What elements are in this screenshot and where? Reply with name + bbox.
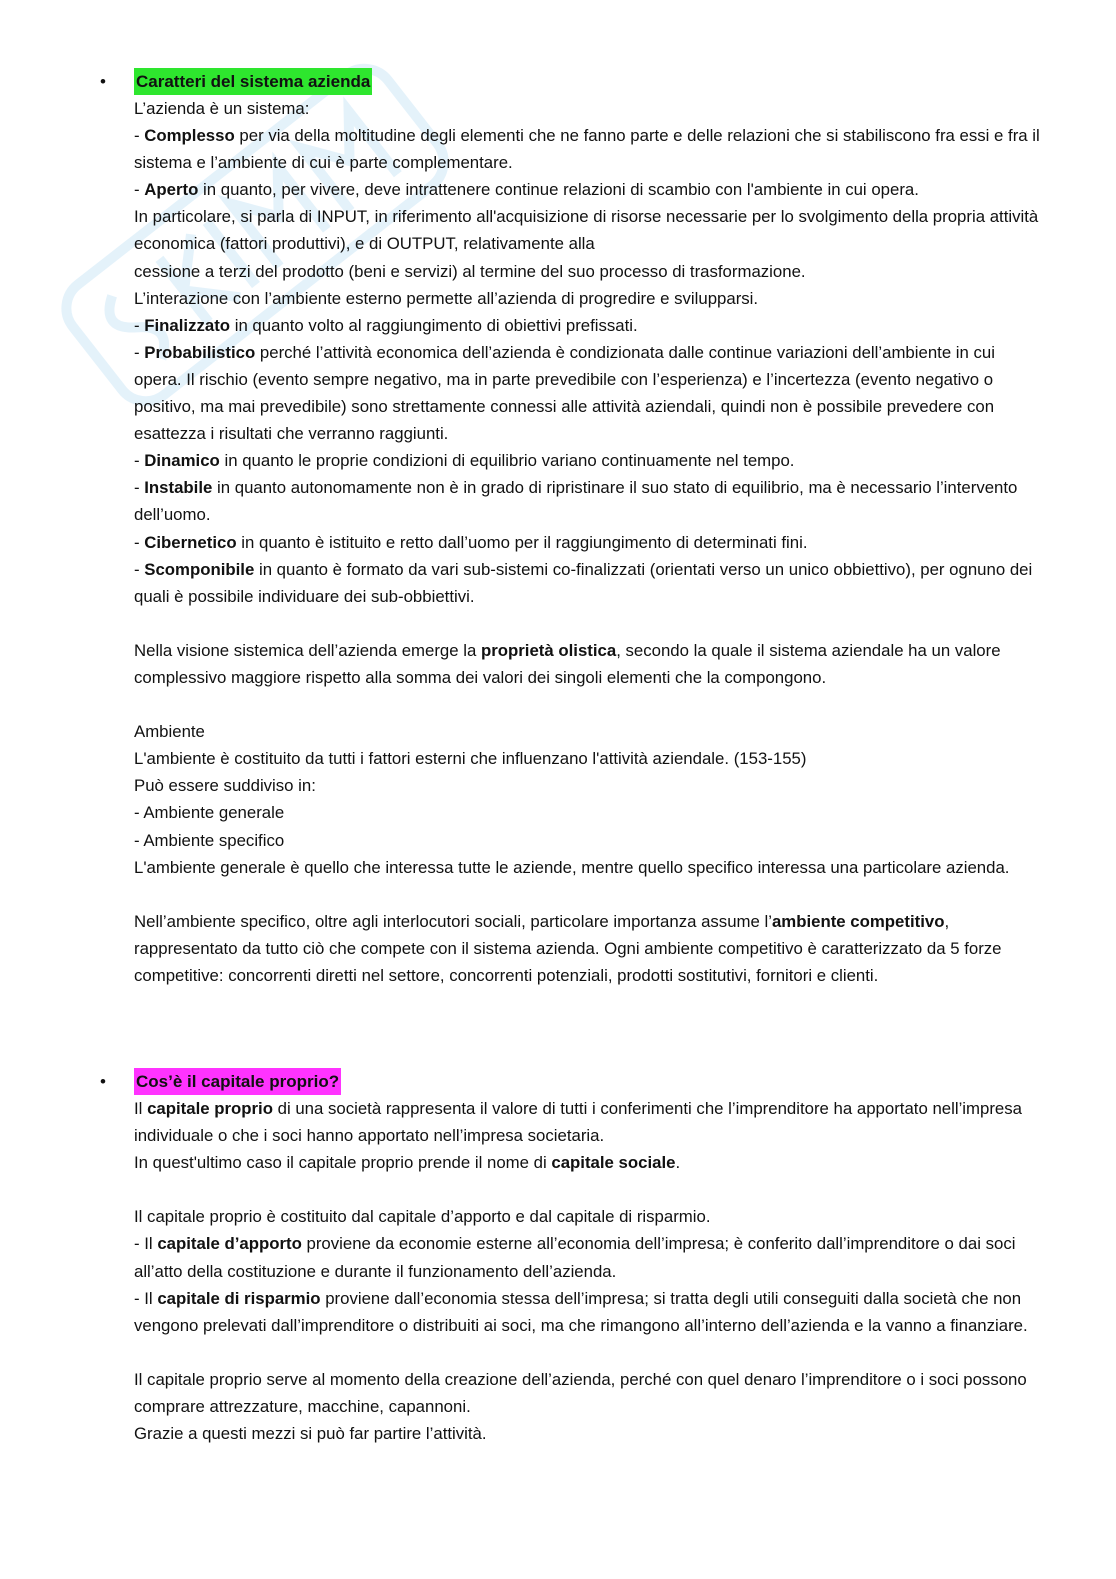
intro-text: L’azienda è un sistema:: [134, 99, 310, 118]
ambiente-description: L'ambiente generale è quello che interessa tutte le aziende, mentre quello specifico interessa una particolare azienda.: [134, 857, 1010, 877]
capitale-apporto-text: - Il capitale d’apporto proviene da economie esterne all’economia dell’impresa; è conferito dall’imprenditore o dai soci all’atto della costituzione e durante il funzionamento dell’azienda.: [134, 1234, 1016, 1281]
ambiente-title: Ambiente: [134, 722, 205, 742]
section-body: [134, 95, 1045, 989]
capitale-sociale-text: In quest'ultimo caso il capitale proprio prende il nome di capitale sociale.: [134, 1153, 681, 1173]
section-caratteri: [100, 68, 1045, 989]
item-scomponibile: - Scomponibile in quanto è formato da vari sub-sistemi co-finalizzati (orientati verso un unico obbiettivo), per ognuno dei quali è possibile individuare dei sub-obbiettivi.: [134, 559, 1033, 606]
ambiente-division: Può essere suddiviso in:: [134, 776, 316, 796]
input-output-text: In particolare, si parla di INPUT, in riferimento all'acquisizione di risorse necessarie per lo svolgimento della propria attività economica (fattori produttivi), e di OUTPUT, relativamente alla: [134, 207, 1039, 254]
section-body: [134, 1095, 1045, 1447]
item-dinamico: - Dinamico in quanto le proprie condizioni di equilibrio variano continuamente nel tempo.: [134, 451, 795, 471]
conclusione-text: Grazie a questi mezzi si può far partire l’attività.: [134, 1424, 487, 1444]
item-finalizzato: - Finalizzato in quanto volto al raggiungimento di obiettivi prefissati.: [134, 315, 638, 335]
capitale-risparmio-text: - Il capitale di risparmio proviene dall’economia stessa dell’impresa; si tratta degli utili conseguiti dalla società che non vengono prelevati dall’imprenditore o distribuiti ai soci, ma che rimangono all’interno dell’azienda e la vanno a finanziare.: [134, 1288, 1028, 1335]
competitivo-paragraph: Nell’ambiente specifico, oltre agli interlocutori sociali, particolare importanza assume l’ambiente competitivo, rappresentato da tutto ciò che compete con il sistema azienda. Ogni ambiente competitivo è caratterizzato da 5 forze competitive: concorrenti diretti nel settore, concorrenti potenziali, prodotti sostitutivi, fornitori e clienti.: [134, 911, 1002, 985]
bullet-icon: •: [100, 72, 106, 91]
section-heading: Cos’è il capitale proprio?: [134, 1068, 341, 1095]
section-heading: Caratteri del sistema azienda: [134, 68, 372, 95]
item-aperto: - Aperto in quanto, per vivere, deve intrattenere continue relazioni di scambio con l'ambiente in cui opera.: [134, 180, 919, 200]
section-heading-row: [100, 68, 1045, 95]
capitale-definition: Il capitale proprio di una società rappresenta il valore di tutti i conferimenti che l’imprenditore ha apportato nell’impresa individuale o che i soci hanno apportato nell’impresa societaria.: [134, 1099, 1022, 1146]
section-capitale-proprio: [100, 1068, 1045, 1447]
composizione-text: Il capitale proprio è costituito dal capitale d’apporto e dal capitale di risparmio.: [134, 1207, 711, 1227]
ambiente-definition: L'ambiente è costituito da tutti i fattori esterni che influenzano l'attività aziendale. (153-155): [134, 749, 807, 769]
item-instabile: - Instabile in quanto autonomamente non è in grado di ripristinare il suo stato di equilibrio, ma è necessario l’intervento dell’uomo.: [134, 478, 1018, 525]
ambiente-generale: - Ambiente generale: [134, 803, 285, 823]
item-probabilistico: - Probabilistico perché l’attività economica dell’azienda è condizionata dalle continue variazioni dell’ambiente in cui opera. Il rischio (evento sempre negativo, ma in parte prevedibile con l’esperienza) e l’incertezza (evento negativo o positivo, ma mai prevedibile) sono strettamente connessi alle attività aziendali, quindi non è possibile prevedere con esattezza i risultati che verranno raggiunti.: [134, 342, 995, 444]
olistica-paragraph: Nella visione sistemica dell’azienda emerge la proprietà olistica, secondo la quale il sistema aziendale ha un valore complessivo maggiore rispetto alla somma dei valori dei singoli elementi che la compongono.: [134, 640, 1001, 687]
item-complesso: - Complesso per via della moltitudine degli elementi che ne fanno parte e delle relazioni che si stabiliscono fra essi e fra il sistema e l’ambiente di cui è parte complementare.: [134, 126, 1040, 173]
ambiente-specifico: - Ambiente specifico: [134, 830, 285, 850]
utilizzo-text: Il capitale proprio serve al momento della creazione dell’azienda, perché con quel denaro l’imprenditore o i soci possono comprare attrezzature, macchine, capannoni.: [134, 1369, 1027, 1417]
bullet-icon: •: [100, 1072, 106, 1091]
interazione-text: L’interazione con l’ambiente esterno permette all’azienda di progredire e svilupparsi.: [134, 288, 759, 308]
section-heading-row: [100, 1068, 1045, 1095]
item-cibernetico: - Cibernetico in quanto è istituito e retto dall’uomo per il raggiungimento di determinati fini.: [134, 532, 808, 552]
cessione-text: cessione a terzi del prodotto (beni e servizi) al termine del suo processo di trasformazione.: [134, 261, 806, 281]
